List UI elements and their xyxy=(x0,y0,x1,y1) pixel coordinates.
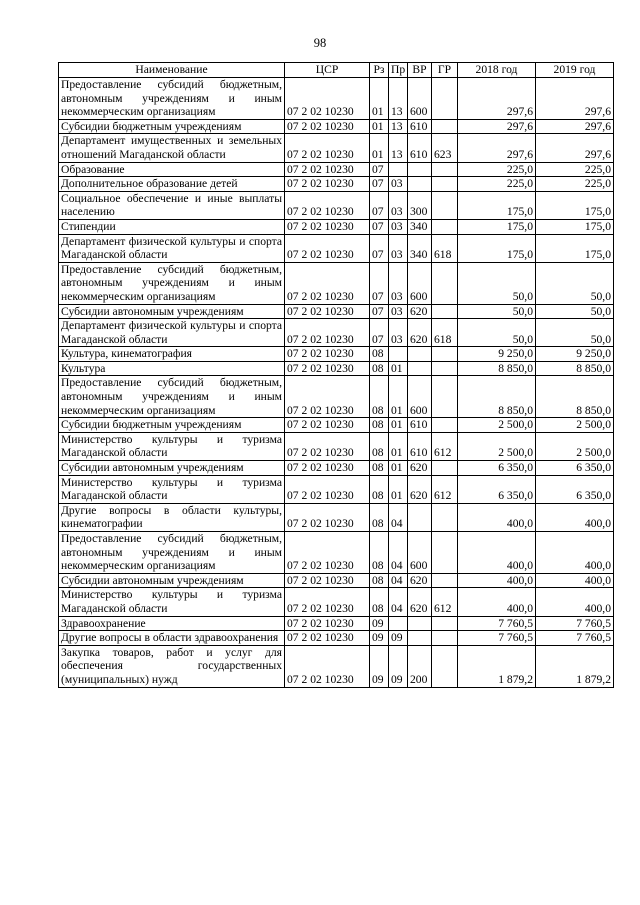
row-pr: 09 xyxy=(389,645,408,687)
row-gr xyxy=(432,119,458,134)
row-name: Закупка товаров, работ и услуг для обеспечения государственных (муниципальных) нужд xyxy=(59,645,285,687)
row-rz: 08 xyxy=(370,376,389,418)
row-pr: 04 xyxy=(389,503,408,531)
row-gr xyxy=(432,177,458,192)
row-csr: 07 2 02 10230 xyxy=(285,645,370,687)
row-name: Стипендии xyxy=(59,219,285,234)
row-name: Культура xyxy=(59,361,285,376)
row-csr: 07 2 02 10230 xyxy=(285,475,370,503)
row-pr xyxy=(389,347,408,362)
row-amount-2018: 7 760,5 xyxy=(458,616,536,631)
row-amount-2018: 297,6 xyxy=(458,78,536,120)
row-vr xyxy=(408,631,432,646)
table-row xyxy=(59,304,614,319)
row-gr xyxy=(432,304,458,319)
row-amount-2018: 297,6 xyxy=(458,119,536,134)
row-amount-2018: 400,0 xyxy=(458,588,536,616)
header-csr: ЦСР xyxy=(285,63,370,78)
row-vr: 610 xyxy=(408,418,432,433)
row-amount-2019: 2 500,0 xyxy=(536,432,614,460)
header-rz: Рз xyxy=(370,63,389,78)
row-amount-2019: 225,0 xyxy=(536,177,614,192)
row-amount-2018: 8 850,0 xyxy=(458,376,536,418)
row-gr xyxy=(432,361,458,376)
row-amount-2019: 297,6 xyxy=(536,134,614,162)
row-amount-2019: 50,0 xyxy=(536,319,614,347)
row-gr xyxy=(432,376,458,418)
row-pr: 03 xyxy=(389,177,408,192)
table-row xyxy=(59,503,614,531)
row-gr xyxy=(432,461,458,476)
row-gr xyxy=(432,78,458,120)
row-pr: 03 xyxy=(389,234,408,262)
row-amount-2018: 400,0 xyxy=(458,532,536,574)
row-pr: 01 xyxy=(389,361,408,376)
row-gr xyxy=(432,616,458,631)
row-pr: 13 xyxy=(389,134,408,162)
row-csr: 07 2 02 10230 xyxy=(285,234,370,262)
table-row xyxy=(59,347,614,362)
row-amount-2018: 8 850,0 xyxy=(458,361,536,376)
row-gr: 623 xyxy=(432,134,458,162)
row-vr: 620 xyxy=(408,475,432,503)
row-amount-2018: 6 350,0 xyxy=(458,461,536,476)
header-name: Наименование xyxy=(59,63,285,78)
row-vr: 300 xyxy=(408,191,432,219)
row-name: Предоставление субсидий бюджетным, автономным учреждениям и иным некоммерческим организациям xyxy=(59,78,285,120)
row-amount-2018: 175,0 xyxy=(458,191,536,219)
row-amount-2019: 297,6 xyxy=(536,119,614,134)
row-name: Образование xyxy=(59,162,285,177)
row-csr: 07 2 02 10230 xyxy=(285,361,370,376)
header-gr: ГР xyxy=(432,63,458,78)
row-amount-2018: 2 500,0 xyxy=(458,432,536,460)
row-vr xyxy=(408,347,432,362)
row-rz: 07 xyxy=(370,162,389,177)
header-vr: ВР xyxy=(408,63,432,78)
row-name: Предоставление субсидий бюджетным, автономным учреждениям и иным некоммерческим организациям xyxy=(59,532,285,574)
row-vr: 600 xyxy=(408,78,432,120)
row-vr: 620 xyxy=(408,461,432,476)
row-amount-2019: 8 850,0 xyxy=(536,376,614,418)
table-row xyxy=(59,361,614,376)
row-amount-2019: 50,0 xyxy=(536,262,614,304)
row-pr: 01 xyxy=(389,432,408,460)
row-amount-2019: 297,6 xyxy=(536,78,614,120)
row-amount-2019: 8 850,0 xyxy=(536,361,614,376)
row-amount-2019: 175,0 xyxy=(536,191,614,219)
row-pr: 03 xyxy=(389,219,408,234)
row-name: Субсидии бюджетным учреждениям xyxy=(59,119,285,134)
row-amount-2019: 400,0 xyxy=(536,588,614,616)
row-rz: 08 xyxy=(370,361,389,376)
table-row xyxy=(59,631,614,646)
row-rz: 09 xyxy=(370,645,389,687)
row-vr: 600 xyxy=(408,532,432,574)
row-csr: 07 2 02 10230 xyxy=(285,631,370,646)
table-row xyxy=(59,532,614,574)
table-row xyxy=(59,177,614,192)
row-gr xyxy=(432,418,458,433)
row-gr xyxy=(432,162,458,177)
row-gr xyxy=(432,347,458,362)
row-name: Предоставление субсидий бюджетным, автономным учреждениям и иным некоммерческим организациям xyxy=(59,376,285,418)
row-amount-2019: 175,0 xyxy=(536,234,614,262)
row-amount-2018: 400,0 xyxy=(458,503,536,531)
row-gr: 618 xyxy=(432,319,458,347)
row-rz: 01 xyxy=(370,134,389,162)
row-amount-2019: 225,0 xyxy=(536,162,614,177)
row-csr: 07 2 02 10230 xyxy=(285,503,370,531)
budget-table xyxy=(58,62,614,688)
row-rz: 07 xyxy=(370,191,389,219)
row-vr: 610 xyxy=(408,134,432,162)
row-pr: 13 xyxy=(389,119,408,134)
row-csr: 07 2 02 10230 xyxy=(285,162,370,177)
row-rz: 08 xyxy=(370,588,389,616)
row-pr: 01 xyxy=(389,461,408,476)
row-amount-2018: 400,0 xyxy=(458,573,536,588)
row-name: Департамент физической культуры и спорта Магаданской области xyxy=(59,234,285,262)
row-csr: 07 2 02 10230 xyxy=(285,588,370,616)
table-row xyxy=(59,461,614,476)
row-name: Социальное обеспечение и иные выплаты населению xyxy=(59,191,285,219)
table-row xyxy=(59,418,614,433)
row-csr: 07 2 02 10230 xyxy=(285,119,370,134)
row-amount-2018: 2 500,0 xyxy=(458,418,536,433)
row-rz: 09 xyxy=(370,631,389,646)
row-amount-2018: 6 350,0 xyxy=(458,475,536,503)
row-rz: 07 xyxy=(370,219,389,234)
row-rz: 08 xyxy=(370,475,389,503)
table-row xyxy=(59,645,614,687)
row-pr: 03 xyxy=(389,191,408,219)
row-name: Департамент физической культуры и спорта Магаданской области xyxy=(59,319,285,347)
row-vr: 340 xyxy=(408,219,432,234)
row-amount-2019: 9 250,0 xyxy=(536,347,614,362)
row-gr xyxy=(432,532,458,574)
row-csr: 07 2 02 10230 xyxy=(285,616,370,631)
row-amount-2018: 1 879,2 xyxy=(458,645,536,687)
row-rz: 01 xyxy=(370,78,389,120)
row-vr: 620 xyxy=(408,573,432,588)
row-name: Министерство культуры и туризма Магаданской области xyxy=(59,432,285,460)
row-amount-2018: 7 760,5 xyxy=(458,631,536,646)
row-amount-2018: 175,0 xyxy=(458,219,536,234)
row-vr: 610 xyxy=(408,119,432,134)
row-rz: 07 xyxy=(370,177,389,192)
row-csr: 07 2 02 10230 xyxy=(285,319,370,347)
row-vr: 200 xyxy=(408,645,432,687)
row-name: Министерство культуры и туризма Магаданской области xyxy=(59,588,285,616)
row-name: Другие вопросы в области здравоохранения xyxy=(59,631,285,646)
row-pr: 09 xyxy=(389,631,408,646)
row-vr: 600 xyxy=(408,376,432,418)
row-csr: 07 2 02 10230 xyxy=(285,432,370,460)
row-name: Здравоохранение xyxy=(59,616,285,631)
row-vr: 610 xyxy=(408,432,432,460)
row-amount-2019: 6 350,0 xyxy=(536,475,614,503)
row-gr: 612 xyxy=(432,588,458,616)
row-csr: 07 2 02 10230 xyxy=(285,134,370,162)
table-row xyxy=(59,191,614,219)
row-amount-2018: 225,0 xyxy=(458,177,536,192)
row-amount-2019: 175,0 xyxy=(536,219,614,234)
table-row xyxy=(59,262,614,304)
row-gr xyxy=(432,573,458,588)
header-2018: 2018 год xyxy=(458,63,536,78)
row-name: Дополнительное образование детей xyxy=(59,177,285,192)
page-number: 98 xyxy=(313,36,327,50)
row-csr: 07 2 02 10230 xyxy=(285,347,370,362)
row-amount-2019: 2 500,0 xyxy=(536,418,614,433)
row-pr: 13 xyxy=(389,78,408,120)
row-gr xyxy=(432,503,458,531)
row-pr: 04 xyxy=(389,588,408,616)
table-row xyxy=(59,573,614,588)
row-rz: 07 xyxy=(370,234,389,262)
row-gr xyxy=(432,645,458,687)
row-rz: 08 xyxy=(370,347,389,362)
row-pr: 04 xyxy=(389,532,408,574)
row-amount-2019: 400,0 xyxy=(536,532,614,574)
row-gr xyxy=(432,191,458,219)
row-amount-2018: 175,0 xyxy=(458,234,536,262)
header-2019: 2019 год xyxy=(536,63,614,78)
row-amount-2019: 7 760,5 xyxy=(536,616,614,631)
row-amount-2019: 6 350,0 xyxy=(536,461,614,476)
row-pr: 01 xyxy=(389,376,408,418)
row-amount-2019: 7 760,5 xyxy=(536,631,614,646)
row-rz: 09 xyxy=(370,616,389,631)
row-name: Субсидии бюджетным учреждениям xyxy=(59,418,285,433)
row-rz: 08 xyxy=(370,573,389,588)
header-pr: Пр xyxy=(389,63,408,78)
row-pr: 04 xyxy=(389,573,408,588)
row-vr xyxy=(408,616,432,631)
row-name: Предоставление субсидий бюджетным, автономным учреждениям и иным некоммерческим организациям xyxy=(59,262,285,304)
row-amount-2018: 297,6 xyxy=(458,134,536,162)
row-name: Министерство культуры и туризма Магаданской области xyxy=(59,475,285,503)
row-rz: 07 xyxy=(370,262,389,304)
row-name: Другие вопросы в области культуры, кинематографии xyxy=(59,503,285,531)
row-csr: 07 2 02 10230 xyxy=(285,177,370,192)
row-csr: 07 2 02 10230 xyxy=(285,418,370,433)
row-vr: 340 xyxy=(408,234,432,262)
row-rz: 08 xyxy=(370,432,389,460)
table-row xyxy=(59,219,614,234)
row-name: Субсидии автономным учреждениям xyxy=(59,461,285,476)
row-rz: 07 xyxy=(370,319,389,347)
row-csr: 07 2 02 10230 xyxy=(285,573,370,588)
table-row xyxy=(59,475,614,503)
row-vr xyxy=(408,162,432,177)
row-csr: 07 2 02 10230 xyxy=(285,191,370,219)
row-csr: 07 2 02 10230 xyxy=(285,532,370,574)
row-csr: 07 2 02 10230 xyxy=(285,219,370,234)
row-amount-2018: 50,0 xyxy=(458,304,536,319)
row-pr: 03 xyxy=(389,304,408,319)
row-vr xyxy=(408,361,432,376)
row-amount-2018: 50,0 xyxy=(458,319,536,347)
table-row xyxy=(59,234,614,262)
row-amount-2019: 400,0 xyxy=(536,573,614,588)
row-name: Субсидии автономным учреждениям xyxy=(59,304,285,319)
row-pr: 01 xyxy=(389,418,408,433)
table-row xyxy=(59,432,614,460)
row-rz: 08 xyxy=(370,503,389,531)
row-vr: 600 xyxy=(408,262,432,304)
row-name: Культура, кинематография xyxy=(59,347,285,362)
row-csr: 07 2 02 10230 xyxy=(285,376,370,418)
row-rz: 08 xyxy=(370,461,389,476)
row-pr xyxy=(389,616,408,631)
row-csr: 07 2 02 10230 xyxy=(285,304,370,319)
row-vr xyxy=(408,177,432,192)
row-rz: 08 xyxy=(370,532,389,574)
row-pr xyxy=(389,162,408,177)
row-pr: 03 xyxy=(389,262,408,304)
row-csr: 07 2 02 10230 xyxy=(285,78,370,120)
row-pr: 01 xyxy=(389,475,408,503)
table-row xyxy=(59,616,614,631)
table-header-row xyxy=(59,63,614,78)
row-gr: 618 xyxy=(432,234,458,262)
row-amount-2019: 1 879,2 xyxy=(536,645,614,687)
row-rz: 07 xyxy=(370,304,389,319)
row-gr: 612 xyxy=(432,432,458,460)
row-csr: 07 2 02 10230 xyxy=(285,262,370,304)
row-rz: 08 xyxy=(370,418,389,433)
table-row xyxy=(59,134,614,162)
row-vr: 620 xyxy=(408,588,432,616)
row-pr: 03 xyxy=(389,319,408,347)
row-amount-2018: 9 250,0 xyxy=(458,347,536,362)
table-row xyxy=(59,78,614,120)
row-name: Департамент имущественных и земельных отношений Магаданской области xyxy=(59,134,285,162)
row-vr: 620 xyxy=(408,304,432,319)
row-gr xyxy=(432,262,458,304)
table-row xyxy=(59,119,614,134)
row-gr xyxy=(432,631,458,646)
row-vr: 620 xyxy=(408,319,432,347)
row-rz: 01 xyxy=(370,119,389,134)
row-amount-2019: 400,0 xyxy=(536,503,614,531)
row-amount-2018: 50,0 xyxy=(458,262,536,304)
row-csr: 07 2 02 10230 xyxy=(285,461,370,476)
row-gr: 612 xyxy=(432,475,458,503)
table-row xyxy=(59,376,614,418)
table-row xyxy=(59,162,614,177)
row-amount-2019: 50,0 xyxy=(536,304,614,319)
row-gr xyxy=(432,219,458,234)
table-row xyxy=(59,319,614,347)
table-body xyxy=(59,78,614,688)
row-amount-2018: 225,0 xyxy=(458,162,536,177)
row-name: Субсидии автономным учреждениям xyxy=(59,573,285,588)
table-row xyxy=(59,588,614,616)
row-vr xyxy=(408,503,432,531)
